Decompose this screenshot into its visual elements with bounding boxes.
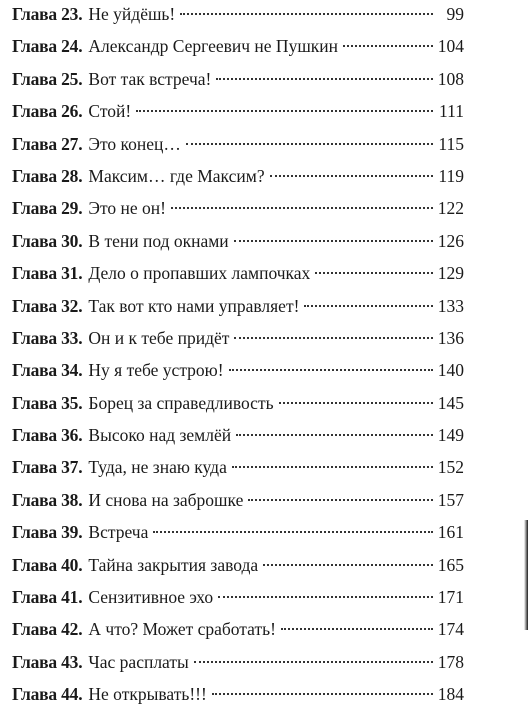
toc-entry	[12, 613, 464, 645]
toc-entry	[12, 63, 464, 95]
dot-leader	[194, 661, 433, 663]
chapter-number: Глава 32.	[12, 295, 83, 316]
dot-leader	[234, 337, 432, 339]
chapter-title: Высоко над землёй	[88, 425, 232, 446]
dot-leader	[136, 110, 433, 112]
chapter-number: Глава 25.	[12, 68, 83, 89]
dot-leader	[248, 499, 432, 501]
chapter-title: И снова на заброшке	[88, 489, 244, 510]
chapter-number: Глава 42.	[12, 619, 83, 640]
chapter-number: Глава 39.	[12, 522, 83, 543]
toc-entry	[12, 128, 464, 160]
page-number: 140	[437, 360, 464, 381]
chapter-number: Глава 44.	[12, 684, 83, 705]
chapter-number: Глава 34.	[12, 360, 83, 381]
chapter-title: Стой!	[88, 101, 132, 122]
chapter-title: Туда, не знаю куда	[88, 457, 227, 478]
toc-entry	[12, 0, 464, 30]
chapter-number: Глава 38.	[12, 489, 83, 510]
page-number: 161	[437, 522, 464, 543]
dot-leader	[153, 531, 432, 533]
chapter-title: Максим… где Максим?	[88, 165, 265, 186]
dot-leader	[218, 596, 433, 598]
page-number: 111	[439, 101, 464, 122]
dot-leader	[343, 45, 433, 47]
chapter-title: Так вот кто нами управляет!	[88, 295, 300, 316]
page-edge-shadow	[524, 520, 528, 630]
chapter-title: В тени под окнами	[88, 230, 229, 251]
dot-leader	[232, 466, 433, 468]
dot-leader	[180, 13, 433, 15]
chapter-number: Глава 29.	[12, 198, 83, 219]
toc-entry	[12, 419, 464, 451]
page-number: 126	[437, 230, 464, 251]
chapter-title: Дело о пропавших лампочках	[88, 263, 311, 284]
chapter-number: Глава 31.	[12, 263, 83, 284]
dot-leader	[236, 434, 433, 436]
toc-entry	[12, 322, 464, 354]
dot-leader	[229, 369, 433, 371]
chapter-title: Тайна закрытия завода	[88, 554, 259, 575]
page-number: 108	[437, 68, 464, 89]
page-number: 157	[437, 489, 464, 510]
chapter-title: Это конец…	[88, 133, 181, 154]
toc-entry	[12, 549, 464, 581]
toc-entry	[12, 484, 464, 516]
toc-entry	[12, 581, 464, 613]
page-number: 104	[437, 36, 464, 57]
chapter-number: Глава 35.	[12, 392, 83, 413]
toc-entry	[12, 387, 464, 419]
page-number: 136	[437, 327, 464, 348]
page-number: 129	[437, 263, 464, 284]
toc-entry	[12, 516, 464, 548]
dot-leader	[212, 693, 433, 695]
toc-entry	[12, 646, 464, 678]
chapter-title: Сензитивное эхо	[88, 587, 214, 608]
toc-entry	[12, 225, 464, 257]
dot-leader	[315, 272, 432, 274]
toc-entry	[12, 192, 464, 224]
page-number: 115	[438, 133, 464, 154]
chapter-title: А что? Может сработать!	[88, 619, 276, 640]
chapter-number: Глава 41.	[12, 587, 83, 608]
toc-entry	[12, 160, 464, 192]
dot-leader	[279, 402, 433, 404]
page-number: 165	[437, 554, 464, 575]
chapter-number: Глава 28.	[12, 165, 83, 186]
chapter-number: Глава 23.	[12, 4, 83, 24]
chapter-number: Глава 43.	[12, 651, 83, 672]
page-number: 99	[446, 4, 464, 24]
page-number: 149	[437, 425, 464, 446]
toc-entry	[12, 678, 464, 710]
chapter-number: Глава 40.	[12, 554, 83, 575]
page-number: 178	[437, 651, 464, 672]
chapter-title: Александр Сергеевич не Пушкин	[88, 36, 339, 57]
dot-leader	[234, 240, 433, 242]
chapter-title: Не открывать!!!	[88, 684, 207, 705]
dot-leader	[270, 175, 433, 177]
toc-entry	[12, 95, 464, 127]
page-number: 171	[437, 587, 464, 608]
chapter-number: Глава 27.	[12, 133, 83, 154]
chapter-title: Вот так встреча!	[88, 68, 212, 89]
page-number: 152	[437, 457, 464, 478]
chapter-title: Встреча	[88, 522, 149, 543]
page-number: 145	[437, 392, 464, 413]
dot-leader	[216, 78, 432, 80]
page-number: 174	[437, 619, 464, 640]
table-of-contents	[12, 0, 464, 711]
chapter-title: Не уйдёшь!	[88, 4, 176, 24]
chapter-number: Глава 26.	[12, 101, 83, 122]
dot-leader	[304, 305, 432, 307]
chapter-number: Глава 36.	[12, 425, 83, 446]
page-number: 133	[437, 295, 464, 316]
chapter-title: Борец за справедливость	[88, 392, 274, 413]
chapter-number: Глава 30.	[12, 230, 83, 251]
page-number: 122	[437, 198, 464, 219]
page-number: 184	[437, 684, 464, 705]
toc-entry	[12, 257, 464, 289]
dot-leader	[263, 564, 433, 566]
chapter-title: Час расплаты	[88, 651, 189, 672]
chapter-number: Глава 24.	[12, 36, 83, 57]
chapter-number: Глава 37.	[12, 457, 83, 478]
chapter-number: Глава 33.	[12, 327, 83, 348]
dot-leader	[186, 143, 433, 145]
chapter-title: Он и к тебе придёт	[88, 327, 230, 348]
chapter-title: Ну я тебе устрою!	[88, 360, 224, 381]
page-number: 119	[438, 165, 464, 186]
dot-leader	[281, 628, 433, 630]
toc-entry	[12, 451, 464, 483]
toc-entry	[12, 290, 464, 322]
dot-leader	[171, 207, 433, 209]
toc-entry	[12, 30, 464, 62]
chapter-title: Это не он!	[88, 198, 166, 219]
toc-entry	[12, 354, 464, 386]
